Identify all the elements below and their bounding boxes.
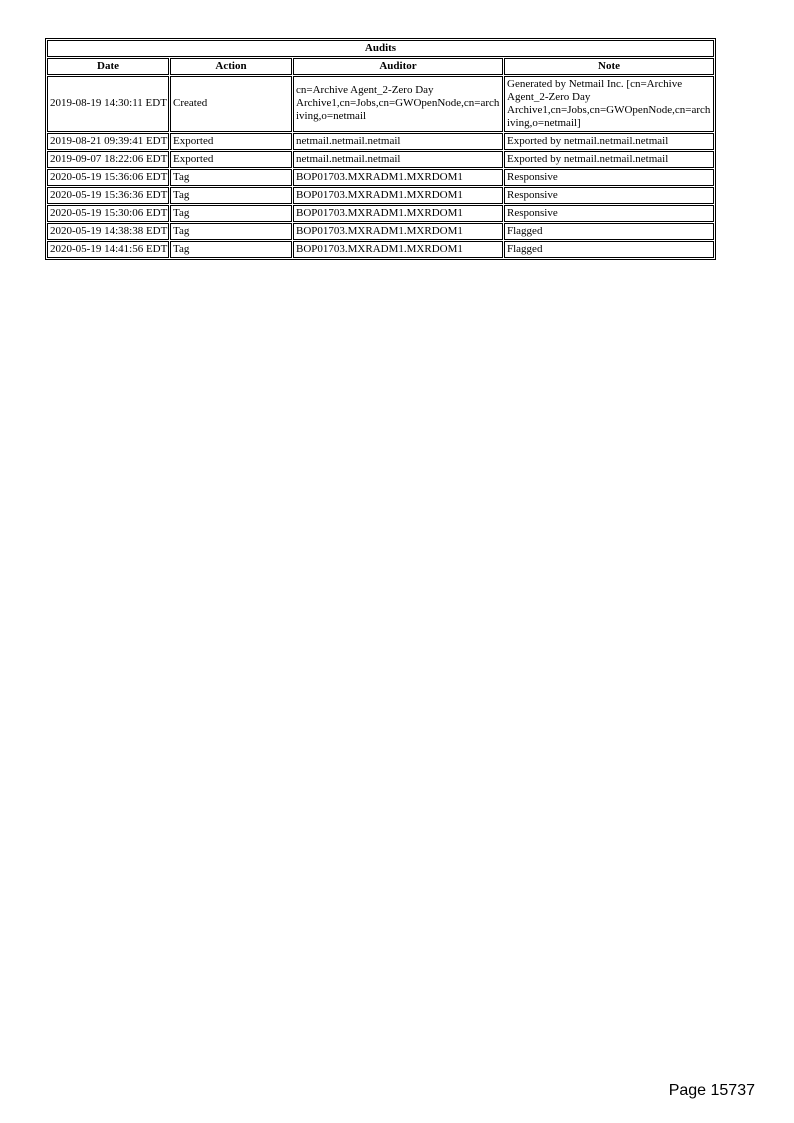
column-header-action: Action <box>170 58 292 75</box>
cell-action: Tag <box>170 205 292 222</box>
table-header-row <box>47 58 714 75</box>
cell-auditor: BOP01703.MXRADM1.MXRDOM1 <box>293 223 503 240</box>
table-row <box>47 151 714 168</box>
cell-note: Responsive <box>504 169 714 186</box>
cell-note: Responsive <box>504 205 714 222</box>
cell-auditor: netmail.netmail.netmail <box>293 133 503 150</box>
column-header-date: Date <box>47 58 169 75</box>
table-title: Audits <box>47 40 714 57</box>
cell-date: 2020-05-19 15:30:06 EDT <box>47 205 169 222</box>
cell-action: Exported <box>170 133 292 150</box>
cell-auditor: BOP01703.MXRADM1.MXRDOM1 <box>293 241 503 258</box>
cell-auditor: BOP01703.MXRADM1.MXRDOM1 <box>293 187 503 204</box>
table-row <box>47 187 714 204</box>
cell-auditor: BOP01703.MXRADM1.MXRDOM1 <box>293 169 503 186</box>
cell-action: Tag <box>170 169 292 186</box>
table-title-row <box>47 40 714 57</box>
table-row <box>47 133 714 150</box>
cell-note: Exported by netmail.netmail.netmail <box>504 151 714 168</box>
cell-auditor: cn=Archive Agent_2-Zero Day Archive1,cn=Jobs,cn=GWOpenNode,cn=archiving,o=netmail <box>293 76 503 132</box>
cell-action: Tag <box>170 187 292 204</box>
table-row <box>47 76 714 132</box>
cell-date: 2019-08-19 14:30:11 EDT <box>47 76 169 132</box>
cell-date: 2019-08-21 09:39:41 EDT <box>47 133 169 150</box>
cell-note: Exported by netmail.netmail.netmail <box>504 133 714 150</box>
cell-action: Tag <box>170 241 292 258</box>
table-row <box>47 223 714 240</box>
page-number: Page 15737 <box>668 1082 755 1099</box>
cell-note: Responsive <box>504 187 714 204</box>
cell-action: Exported <box>170 151 292 168</box>
cell-note: Flagged <box>504 241 714 258</box>
column-header-note: Note <box>504 58 714 75</box>
table-row <box>47 169 714 186</box>
cell-auditor: BOP01703.MXRADM1.MXRDOM1 <box>293 205 503 222</box>
cell-action: Tag <box>170 223 292 240</box>
column-header-auditor: Auditor <box>293 58 503 75</box>
table-row <box>47 241 714 258</box>
cell-note: Flagged <box>504 223 714 240</box>
audits-table <box>45 38 716 260</box>
table-row <box>47 205 714 222</box>
cell-date: 2020-05-19 14:38:38 EDT <box>47 223 169 240</box>
cell-date: 2020-05-19 14:41:56 EDT <box>47 241 169 258</box>
cell-action: Created <box>170 76 292 132</box>
cell-date: 2019-09-07 18:22:06 EDT <box>47 151 169 168</box>
cell-note: Generated by Netmail Inc. [cn=Archive Agent_2-Zero Day Archive1,cn=Jobs,cn=GWOpenNode,cn=archiving,o=netmail] <box>504 76 714 132</box>
cell-date: 2020-05-19 15:36:06 EDT <box>47 169 169 186</box>
cell-auditor: netmail.netmail.netmail <box>293 151 503 168</box>
cell-date: 2020-05-19 15:36:36 EDT <box>47 187 169 204</box>
